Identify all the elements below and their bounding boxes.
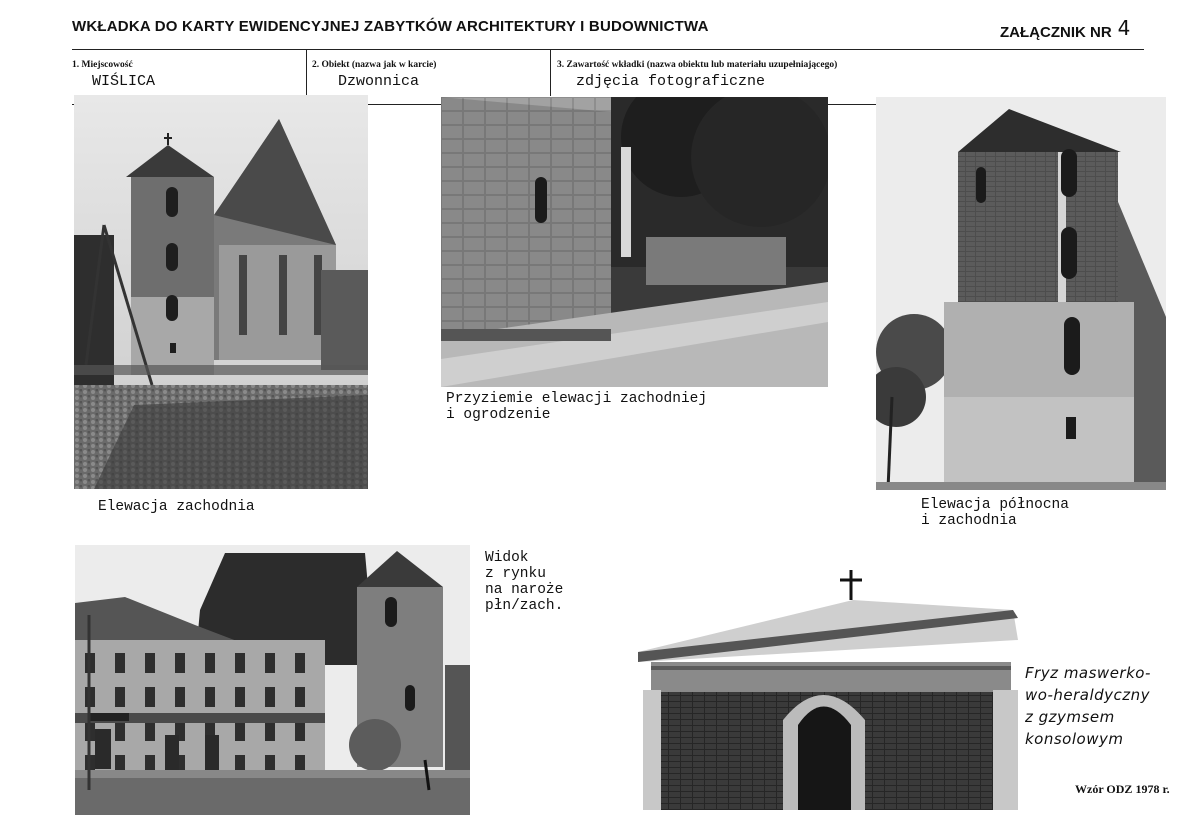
caption-ground-floor-fence: Przyziemie elewacji zachodniej i ogrodzenie [446, 391, 708, 423]
field-label-object: 2. Obiekt (nazwa jak w karcie) [312, 60, 437, 70]
annex-number: 4 [1117, 16, 1131, 40]
annex-label-text: ZAŁĄCZNIK NR [1000, 24, 1112, 41]
header-rule [72, 49, 1144, 50]
template-note: Wzór ODZ 1978 r. [1075, 782, 1170, 796]
caption-north-west-elevation: Elewacja północna i zachodnia [921, 497, 1069, 529]
field-divider [306, 50, 307, 96]
caption-west-elevation: Elewacja zachodnia [98, 499, 255, 515]
document-title: WKŁADKA DO KARTY EWIDENCYJNEJ ZABYTKÓW ARCHITEKTURY I BUDOWNICTWA [72, 18, 709, 35]
photo-north-west-elevation [876, 97, 1166, 490]
field-value-object: Dzwonnica [338, 73, 420, 90]
photo-ground-floor-fence [441, 97, 828, 387]
photo-west-elevation [74, 95, 368, 489]
field-label-locality: 1. Miejscowość [72, 60, 133, 70]
caption-frieze-detail: Fryz maswerko- wo-heraldyczny z gzymsem konsolowym [1025, 664, 1151, 748]
field-value-locality: WIŚLICA [92, 73, 156, 90]
field-value-content: zdjęcia fotograficzne [576, 73, 766, 90]
caption-market-view: Widok z rynku na naroże płn/zach. [485, 550, 564, 614]
field-label-content: 3. Zawartość wkładki (nazwa obiektu lub materiału uzupełniającego) [557, 60, 838, 70]
annex-label [1000, 18, 1130, 42]
photo-market-view [75, 545, 470, 815]
photo-frieze-detail [633, 570, 1018, 810]
field-divider [550, 50, 551, 96]
